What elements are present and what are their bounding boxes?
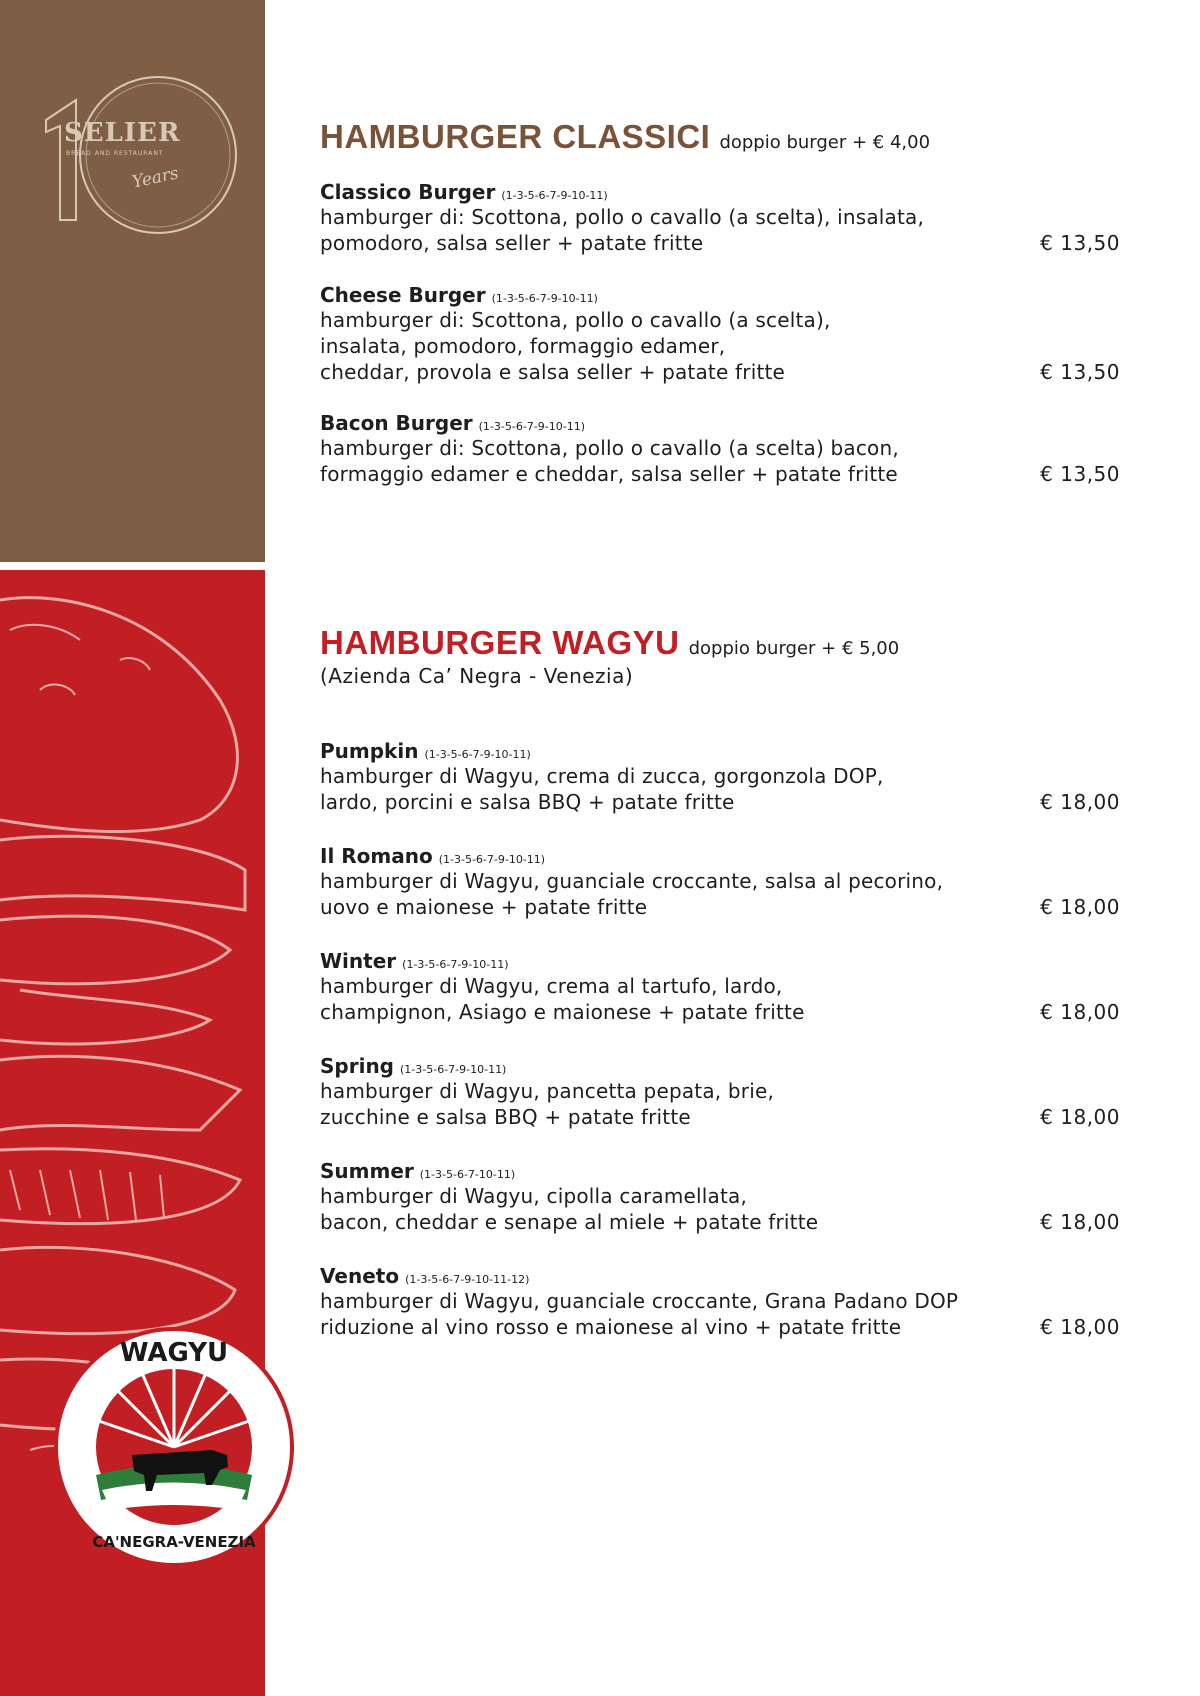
menu-item [320, 739, 1120, 815]
section-note: doppio burger + € 4,00 [719, 132, 931, 153]
item-allergens: (1-3-5-6-7-9-10-11) [438, 853, 546, 866]
section-title: HAMBURGER CLASSICI [320, 118, 711, 155]
item-allergens: (1-3-5-6-7-9-10-11) [424, 748, 531, 761]
logo-years: Years [130, 163, 181, 193]
logo-name: SELIER [64, 118, 181, 148]
item-price: € 13,50 [1040, 462, 1120, 486]
item-allergens: (1-3-5-6-7-9-10-11-12) [405, 1273, 530, 1286]
item-description: hamburger di Wagyu, cipolla caramellata, bacon, cheddar e senape al miele + patate fritte [320, 1184, 819, 1234]
item-description: hamburger di: Scottona, pollo o cavallo (a scelta), insalata, pomodoro, salsa seller + patate fritte [320, 205, 925, 255]
item-allergens: (1-3-5-6-7-9-10-11) [478, 420, 585, 433]
item-name: Cheese Burger [320, 283, 486, 307]
item-price: € 13,50 [1040, 231, 1120, 255]
item-allergens: (1-3-5-6-7-9-10-11) [402, 958, 509, 971]
section-title: HAMBURGER WAGYU [320, 624, 680, 661]
item-price: € 18,00 [1040, 1315, 1120, 1339]
logo-tagline: BREAD AND RESTAURANT [66, 150, 164, 157]
menu-item [320, 949, 1120, 1025]
item-description: hamburger di Wagyu, crema di zucca, gorgonzola DOP, lardo, porcini e salsa BBQ + patate fritte [320, 764, 884, 814]
item-price: € 18,00 [1040, 895, 1120, 919]
wagyu-badge-icon [52, 1325, 297, 1570]
item-name: Il Romano [320, 844, 433, 868]
item-description: hamburger di Wagyu, guanciale croccante, Grana Padano DOP riduzione al vino rosso e maionese al vino + patate fritte [320, 1289, 959, 1339]
item-allergens: (1-3-5-6-7-9-10-11) [400, 1063, 507, 1076]
item-price: € 18,00 [1040, 1000, 1120, 1024]
menu-item [320, 1159, 1120, 1235]
item-description: hamburger di: Scottona, pollo o cavallo (a scelta), insalata, pomodoro, formaggio edamer, cheddar, provola e salsa seller + patate fritte [320, 308, 831, 384]
item-allergens: (1-3-5-6-7-9-10-11) [491, 292, 598, 305]
section-note: doppio burger + € 5,00 [688, 638, 900, 659]
brown-side-panel [0, 0, 265, 562]
badge-bottom-text: CA'NEGRA-VENEZIA [92, 1533, 256, 1551]
item-allergens: (1-3-5-6-7-10-11) [419, 1168, 516, 1181]
item-price: € 18,00 [1040, 1210, 1120, 1234]
menu-item [320, 844, 1120, 920]
item-price: € 18,00 [1040, 790, 1120, 814]
item-name: Classico Burger [320, 180, 496, 204]
menu-item [320, 180, 1120, 256]
item-allergens: (1-3-5-6-7-9-10-11) [501, 189, 608, 202]
menu-item [320, 411, 1120, 487]
badge-top-text: WAGYU [119, 1338, 229, 1368]
item-description: hamburger di Wagyu, crema al tartufo, lardo, champignon, Asiago e maionese + patate fritte [320, 974, 805, 1024]
section-subtitle: (Azienda Ca’ Negra - Venezia) [320, 664, 634, 688]
item-description: hamburger di Wagyu, guanciale croccante, salsa al pecorino, uovo e maionese + patate fritte [320, 869, 944, 919]
item-price: € 13,50 [1040, 360, 1120, 384]
item-name: Winter [320, 949, 397, 973]
item-description: hamburger di Wagyu, pancetta pepata, brie, zucchine e salsa BBQ + patate fritte [320, 1079, 775, 1129]
item-name: Summer [320, 1159, 414, 1183]
section-wagyu-header [320, 624, 899, 688]
menu-item [320, 283, 1120, 385]
menu-item [320, 1054, 1120, 1130]
item-name: Pumpkin [320, 739, 419, 763]
item-name: Veneto [320, 1264, 400, 1288]
item-name: Bacon Burger [320, 411, 473, 435]
section-classici-header [320, 118, 930, 156]
menu-item [320, 1264, 1120, 1340]
item-price: € 18,00 [1040, 1105, 1120, 1129]
item-description: hamburger di: Scottona, pollo o cavallo (a scelta) bacon, formaggio edamer e cheddar, salsa seller + patate fritte [320, 436, 899, 486]
item-name: Spring [320, 1054, 394, 1078]
